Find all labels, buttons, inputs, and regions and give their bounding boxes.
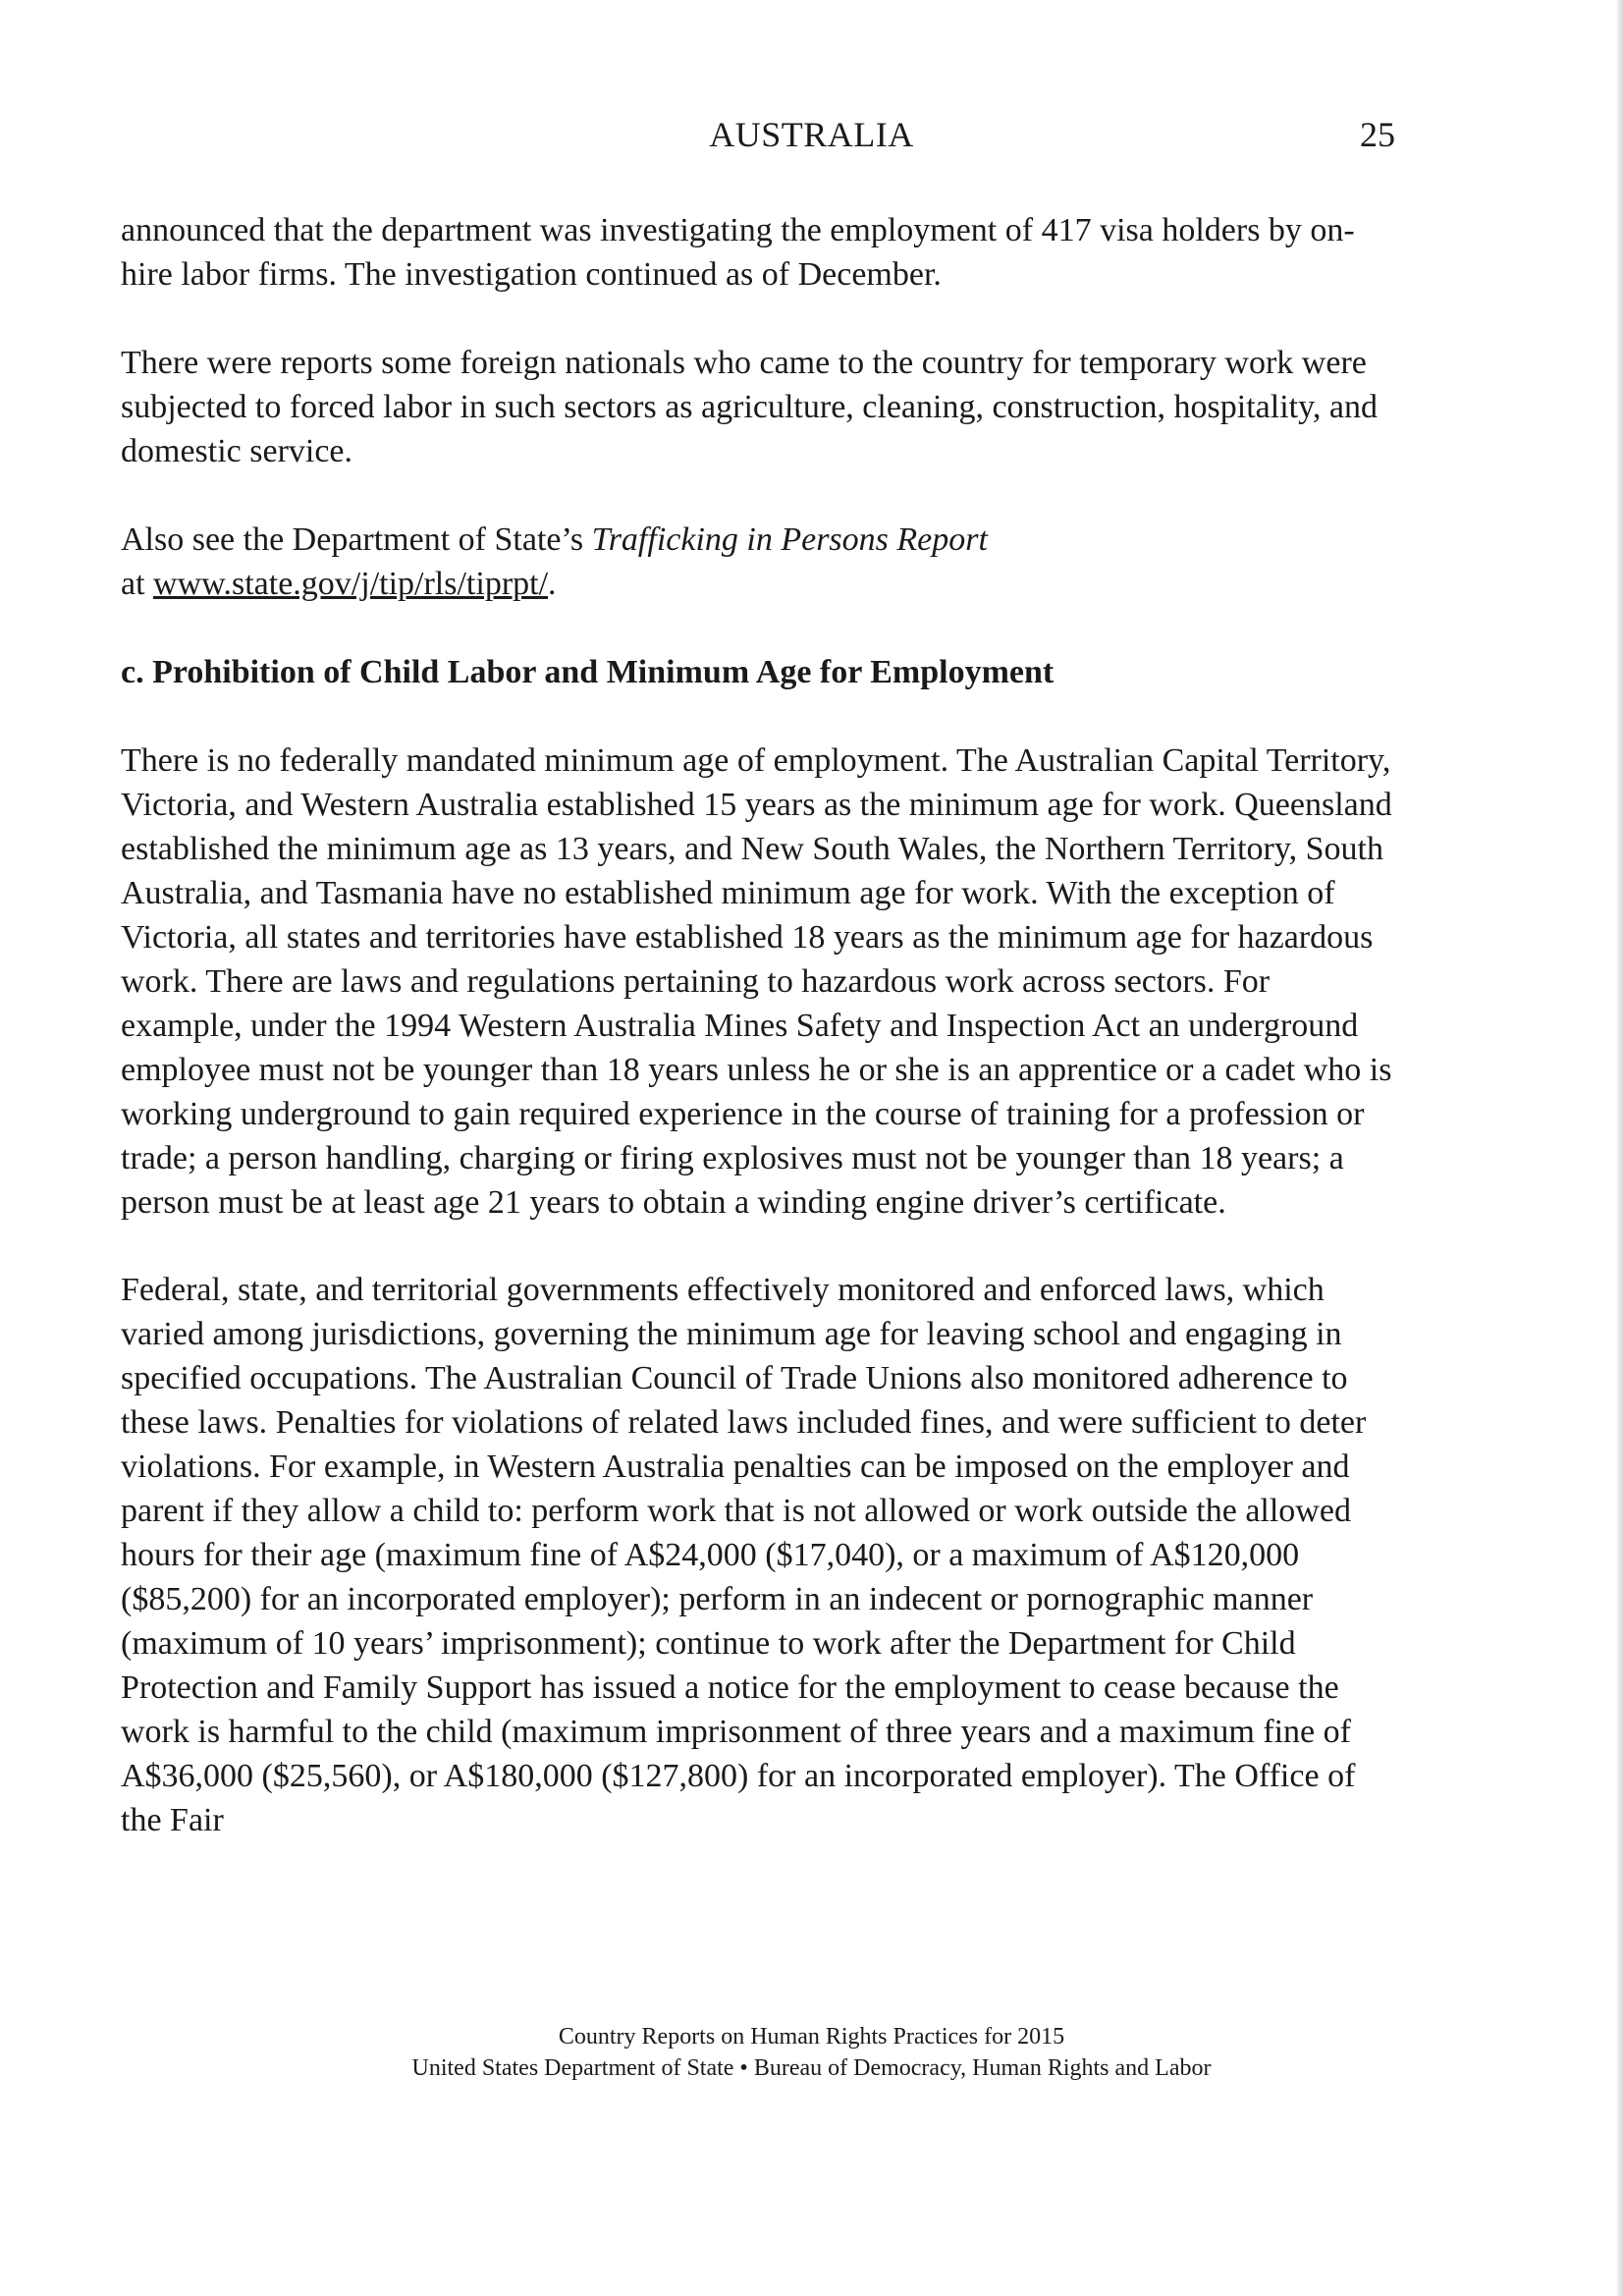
paragraph-continuation: announced that the department was investigating the employment of 417 visa holders by on-hire labor firms. The investigation continued as of December.: [121, 212, 1355, 293]
document-body: [121, 208, 1397, 1886]
section-heading: c. Prohibition of Child Labor and Minimum Age for Employment: [121, 654, 1055, 690]
page-footer: [0, 2021, 1623, 2084]
see-also-prefix: Also see the Department of State’s: [121, 521, 592, 558]
paragraph-see-also: [121, 518, 1397, 606]
see-also-at: at: [121, 566, 154, 602]
paragraph-forced-labor: There were reports some foreign nationals who came to the country for temporary work were subjected to forced labor in such sectors as agriculture, cleaning, construction, hospitality, and domestic service.: [121, 345, 1378, 469]
paragraph-minimum-age: There is no federally mandated minimum age of employment. The Australian Capital Territory, Victoria, and Western Australia established 15 years as the minimum age for work. Queensland established the minimum age as 13 years, and New South Wales, the Northern Territory, South Australia, and Tasmania have no established minimum age for work. With the exception of Victoria, all states and territories have established 18 years as the minimum age for hazardous work. There are laws and regulations pertaining to hazardous work across sectors. For example, under the 1994 Western Australia Mines Safety and Inspection Act an underground employee must not be younger than 18 years unless he or she is an apprentice or a cadet who is working underground to gain required experience in the course of training for a profession or trade; a person handling, charging or firing explosives must not be younger than 18 years; a person must be at least age 21 years to obtain a winding engine driver’s certificate.: [121, 742, 1392, 1221]
footer-report-title: Country Reports on Human Rights Practices for 2015: [558, 2024, 1065, 2050]
see-also-suffix: .: [548, 566, 557, 602]
page-header: [0, 110, 1623, 159]
tip-report-link[interactable]: www.state.gov/j/tip/rls/tiprpt/: [153, 566, 549, 602]
page-title: AUSTRALIA: [709, 115, 914, 154]
page-number: 25: [1360, 115, 1395, 154]
scan-edge-shadow: [1617, 0, 1623, 2296]
paragraph-enforcement: Federal, state, and territorial governments effectively monitored and enforced laws, which varied among jurisdictions, governing the minimum age for leaving school and engaging in specified occupations. The Australian Council of Trade Unions also monitored adherence to these laws. Penalties for violations of related laws included fines, and were sufficient to deter violations. For example, in Western Australia penalties can be imposed on the employer and parent if they allow a child to: perform work that is not allowed or work outside the allowed hours for their age (maximum fine of A$24,000 ($17,040), or a maximum of A$120,000 ($85,200) for an incorporated employer); perform in an indecent or pornographic manner (maximum of 10 years’ imprisonment); continue to work after the Department for Child Protection and Family Support has issued a notice for the employment to cease because the work is harmful to the child (maximum imprisonment of three years and a maximum fine of A$36,000 ($25,560), or A$180,000 ($127,800) for an incorporated employer). The Office of the Fair: [121, 1272, 1367, 1838]
footer-department: United States Department of State • Bureau of Democracy, Human Rights and Labor: [411, 2055, 1212, 2081]
report-title: Trafficking in Persons Report: [591, 521, 988, 558]
